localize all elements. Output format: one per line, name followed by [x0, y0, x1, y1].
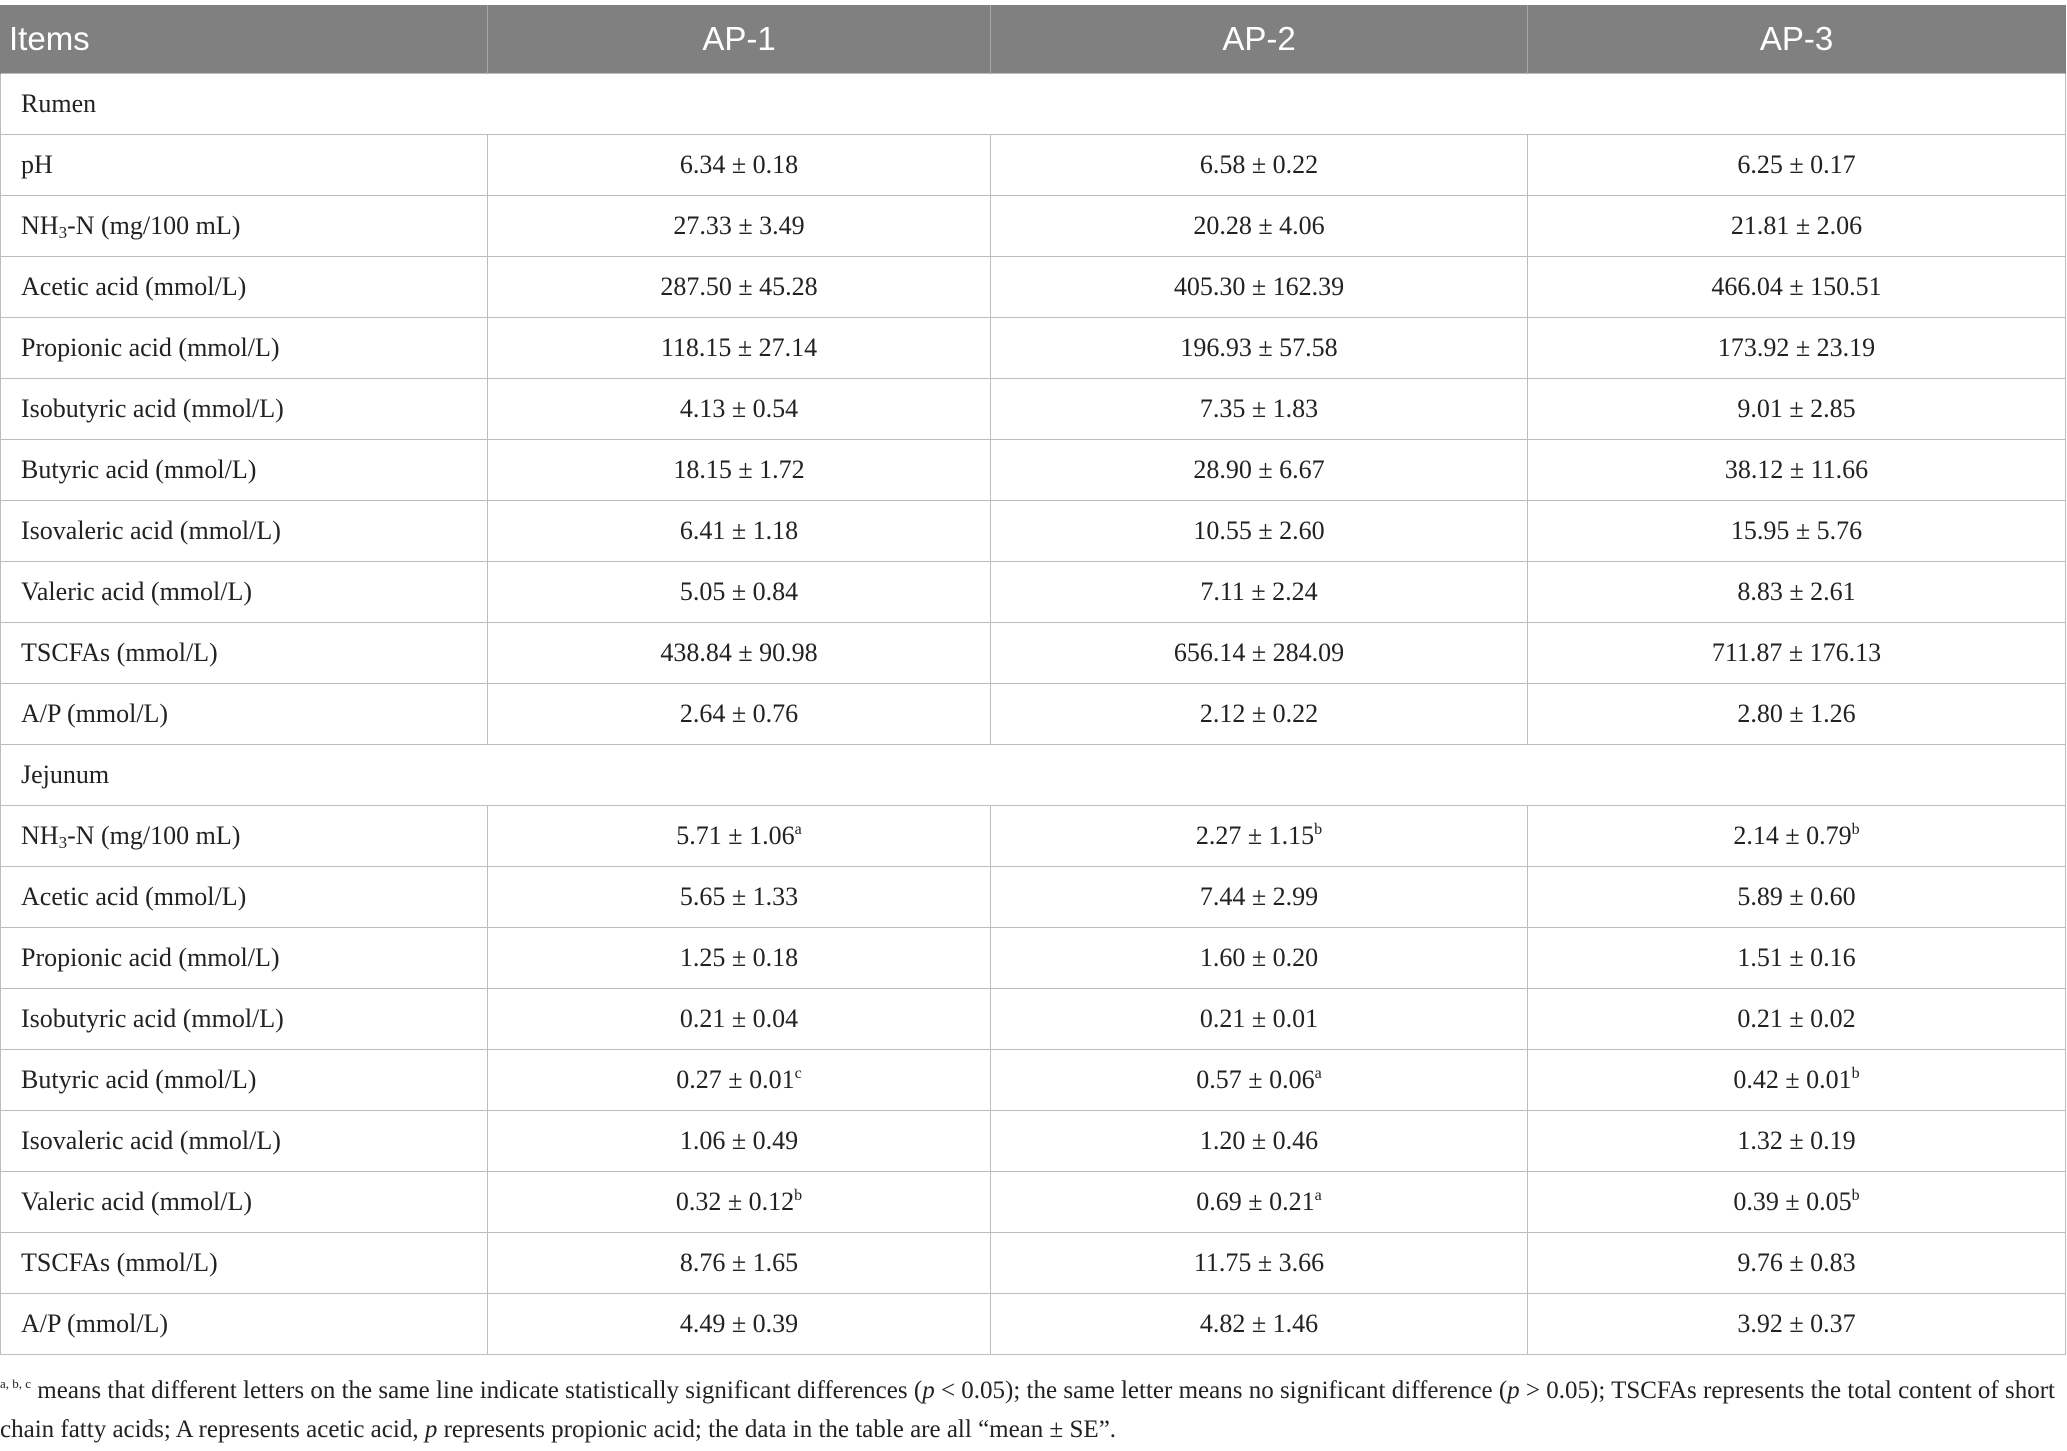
row-label: TSCFAs (mmol/L) — [1, 1233, 488, 1294]
row-label: TSCFAs (mmol/L) — [1, 623, 488, 684]
value-cell: 2.12 ± 0.22 — [991, 684, 1528, 745]
value-cell: 8.76 ± 1.65 — [488, 1233, 991, 1294]
value-cell: 0.21 ± 0.02 — [1528, 989, 2066, 1050]
table-row — [1, 196, 2066, 257]
table-row — [1, 562, 2066, 623]
table-row — [1, 806, 2066, 867]
value-cell: 173.92 ± 23.19 — [1528, 318, 2066, 379]
header-cell: AP-1 — [488, 5, 991, 74]
value-cell: 466.04 ± 150.51 — [1528, 257, 2066, 318]
value-cell: 18.15 ± 1.72 — [488, 440, 991, 501]
value-cell: 2.64 ± 0.76 — [488, 684, 991, 745]
row-label: Propionic acid (mmol/L) — [1, 928, 488, 989]
value-cell: 9.01 ± 2.85 — [1528, 379, 2066, 440]
row-label: Butyric acid (mmol/L) — [1, 1050, 488, 1111]
row-label: Valeric acid (mmol/L) — [1, 1172, 488, 1233]
value-cell: 287.50 ± 45.28 — [488, 257, 991, 318]
value-cell: 0.57 ± 0.06$^a$ — [991, 1050, 1528, 1111]
table-row — [1, 623, 2066, 684]
value-cell: 118.15 ± 27.14 — [488, 318, 991, 379]
table-row — [1, 257, 2066, 318]
value-cell: 20.28 ± 4.06 — [991, 196, 1528, 257]
value-cell: 6.58 ± 0.22 — [991, 135, 1528, 196]
table-row — [1, 989, 2066, 1050]
significance-letter: a — [1314, 1065, 1322, 1082]
value-cell: 2.14 ± 0.79$^b$ — [1528, 806, 2066, 867]
value-cell: 5.89 ± 0.60 — [1528, 867, 2066, 928]
table-row — [1, 928, 2066, 989]
table-row — [1, 501, 2066, 562]
section-row — [1, 745, 2066, 806]
table-row — [1, 1111, 2066, 1172]
row-label: Valeric acid (mmol/L) — [1, 562, 488, 623]
significance-letter: b — [1851, 1187, 1860, 1204]
value-cell: 9.76 ± 0.83 — [1528, 1233, 2066, 1294]
row-label: Acetic acid (mmol/L) — [1, 867, 488, 928]
table-row — [1, 1233, 2066, 1294]
header-cell: AP-2 — [991, 5, 1528, 74]
table-footnote: $^{a, b, c}$ means that different letters on the same line indicate statistically significant differences (p < 0.05); the same letter means no significant difference (p > 0.05); TSCFAs represents the total content of short chain fatty acids; A represents acetic acid, p represents propionic acid; the data in the table are all “mean ± SE”. — [0, 1376, 2055, 1443]
value-cell: 21.81 ± 2.06 — [1528, 196, 2066, 257]
row-label: Acetic acid (mmol/L) — [1, 257, 488, 318]
value-cell: 5.65 ± 1.33 — [488, 867, 991, 928]
value-cell: 5.05 ± 0.84 — [488, 562, 991, 623]
value-cell: 3.92 ± 0.37 — [1528, 1294, 2066, 1355]
value-cell: 711.87 ± 176.13 — [1528, 623, 2066, 684]
table-row — [1, 1172, 2066, 1233]
section-row — [1, 74, 2066, 135]
value-cell: 6.25 ± 0.17 — [1528, 135, 2066, 196]
value-cell: 10.55 ± 2.60 — [991, 501, 1528, 562]
value-cell: 0.32 ± 0.12$^b$ — [488, 1172, 991, 1233]
value-cell: 2.80 ± 1.26 — [1528, 684, 2066, 745]
value-cell: 6.34 ± 0.18 — [488, 135, 991, 196]
value-cell: 2.27 ± 1.15$^b$ — [991, 806, 1528, 867]
value-cell: 7.35 ± 1.83 — [991, 379, 1528, 440]
header-cell: Items — [1, 5, 488, 74]
row-label: pH — [1, 135, 488, 196]
value-cell: 28.90 ± 6.67 — [991, 440, 1528, 501]
table-row — [1, 379, 2066, 440]
section-title: Jejunum — [1, 745, 2066, 806]
significance-letter: b — [1851, 821, 1860, 838]
value-cell: 4.49 ± 0.39 — [488, 1294, 991, 1355]
table-row — [1, 318, 2066, 379]
significance-letter: b — [794, 1187, 803, 1204]
value-cell: 6.41 ± 1.18 — [488, 501, 991, 562]
row-label: Isovaleric acid (mmol/L) — [1, 1111, 488, 1172]
value-cell: 7.44 ± 2.99 — [991, 867, 1528, 928]
value-cell: 1.60 ± 0.20 — [991, 928, 1528, 989]
table-row — [1, 440, 2066, 501]
value-cell: 38.12 ± 11.66 — [1528, 440, 2066, 501]
footnote-marks: a, b, c — [0, 1376, 32, 1391]
row-label: Isovaleric acid (mmol/L) — [1, 501, 488, 562]
row-label: Isobutyric acid (mmol/L) — [1, 379, 488, 440]
row-label: Isobutyric acid (mmol/L) — [1, 989, 488, 1050]
row-label: Propionic acid (mmol/L) — [1, 318, 488, 379]
row-label: $NH_3-N$ (mg/100 mL) — [1, 806, 488, 867]
value-cell: 11.75 ± 3.66 — [991, 1233, 1528, 1294]
row-label: $NH_3-N$ (mg/100 mL) — [1, 196, 488, 257]
value-cell: 0.42 ± 0.01$^b$ — [1528, 1050, 2066, 1111]
header-row — [1, 5, 2066, 74]
value-cell: 5.71 ± 1.06$^a$ — [488, 806, 991, 867]
value-cell: 1.20 ± 0.46 — [991, 1111, 1528, 1172]
data-table — [0, 5, 2066, 1355]
value-cell: 1.32 ± 0.19 — [1528, 1111, 2066, 1172]
value-cell: 0.21 ± 0.04 — [488, 989, 991, 1050]
table-row — [1, 684, 2066, 745]
table-row — [1, 135, 2066, 196]
value-cell: 0.21 ± 0.01 — [991, 989, 1528, 1050]
value-cell: 438.84 ± 90.98 — [488, 623, 991, 684]
significance-letter: a — [794, 821, 802, 838]
value-cell: 8.83 ± 2.61 — [1528, 562, 2066, 623]
value-cell: 0.27 ± 0.01$^c$ — [488, 1050, 991, 1111]
row-label: A/P (mmol/L) — [1, 1294, 488, 1355]
section-title: Rumen — [1, 74, 2066, 135]
header-cell: AP-3 — [1528, 5, 2066, 74]
value-cell: 0.69 ± 0.21$^a$ — [991, 1172, 1528, 1233]
row-label: Butyric acid (mmol/L) — [1, 440, 488, 501]
value-cell: 1.06 ± 0.49 — [488, 1111, 991, 1172]
value-cell: 0.39 ± 0.05$^b$ — [1528, 1172, 2066, 1233]
significance-letter: b — [1851, 1065, 1860, 1082]
value-cell: 27.33 ± 3.49 — [488, 196, 991, 257]
value-cell: 196.93 ± 57.58 — [991, 318, 1528, 379]
value-cell: 405.30 ± 162.39 — [991, 257, 1528, 318]
table-row — [1, 1294, 2066, 1355]
table-row — [1, 867, 2066, 928]
significance-letter: a — [1314, 1187, 1322, 1204]
value-cell: 1.51 ± 0.16 — [1528, 928, 2066, 989]
value-cell: 4.13 ± 0.54 — [488, 379, 991, 440]
significance-letter: c — [794, 1065, 802, 1082]
value-cell: 656.14 ± 284.09 — [991, 623, 1528, 684]
row-label: A/P (mmol/L) — [1, 684, 488, 745]
value-cell: 1.25 ± 0.18 — [488, 928, 991, 989]
value-cell: 15.95 ± 5.76 — [1528, 501, 2066, 562]
significance-letter: b — [1314, 821, 1323, 838]
table-row — [1, 1050, 2066, 1111]
value-cell: 4.82 ± 1.46 — [991, 1294, 1528, 1355]
value-cell: 7.11 ± 2.24 — [991, 562, 1528, 623]
